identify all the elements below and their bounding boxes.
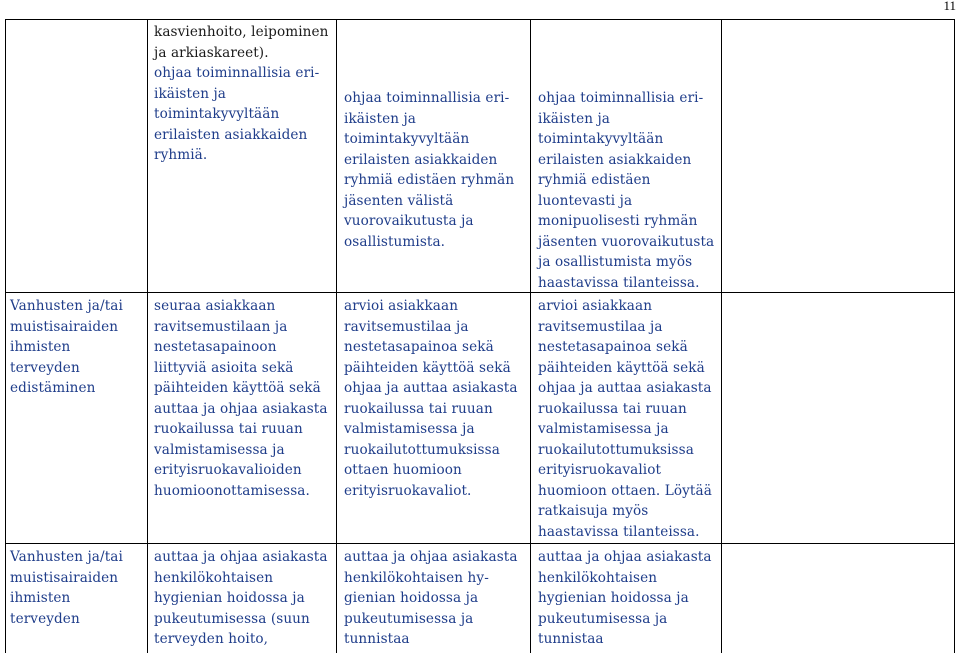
table-cell — [538, 547, 718, 650]
table-cell — [538, 296, 718, 542]
table-cell — [154, 547, 332, 650]
cell-text: ohjaa toiminnallisia eri-ikäisten ja toimintakyvyltään erilaisten asiakkaiden ryhmiä. — [154, 65, 320, 163]
table-border-right — [954, 19, 955, 653]
table-cell — [154, 22, 332, 166]
cell-text: auttaa ja ohjaa asiakasta henkilökohtaisen hygienian hoidossa ja pukeutumisessa (suun terveyden hoito, — [154, 549, 328, 647]
table-cell — [344, 547, 526, 650]
cell-text: auttaa ja ohjaa asiakasta henkilökohtaisen hygienian hoidossa ja pukeutumisessa ja tunnistaa — [538, 549, 712, 647]
table-cell-heading — [10, 296, 144, 399]
cell-text: seuraa asiakkaan ravitsemustilaan ja nestetasapainoon liittyviä asioita sekä päihteiden käyttöä sekä auttaa ja ohjaa asiakasta ruokailussa tai ruuan valmistamisessa ja erityisruokavalioiden huomioonottamisessa. — [154, 298, 328, 499]
cell-text: auttaa ja ohjaa asiakasta henkilökohtaisen hy-gienian hoidossa ja pukeutumisessa ja tunnistaa — [344, 549, 518, 647]
cell-text: ohjaa toiminnallisia eri-ikäisten ja toimintakyvyltään erilaisten asiakkaiden ryhmiä edistäen ryhmän jäsenten välistä vuorovaikutusta ja osallistumista. — [344, 90, 515, 250]
table-cell — [344, 88, 526, 252]
table-cell — [154, 296, 332, 501]
column-divider — [147, 19, 148, 653]
cell-text: ohjaa toiminnallisia eri-ikäisten ja toimintakyvyltään erilaisten asiakkaiden ryhmiä edistäen luontevasti ja monipuolisesti ryhmän jäsenten vuorovaikutusta ja osallistumista myös haastavissa tilanteissa. — [538, 90, 715, 291]
column-divider — [530, 19, 531, 653]
table-cell-heading — [10, 547, 144, 629]
row-divider — [5, 292, 955, 293]
cell-text: arvioi asiakkaan ravitsemustilaa ja nestetasapainoa sekä päihteiden käyttöä sekä ohjaa ja auttaa asiakasta ruokailussa tai ruuan valmistamisessa ja ruokailutottumuksissa ottaen huomioon erityisruokavaliot. — [344, 298, 518, 499]
cell-text: Vanhusten ja/tai muistisairaiden ihmisten terveyden edistäminen — [10, 298, 123, 396]
cell-text: Vanhusten ja/tai muistisairaiden ihmisten terveyden — [10, 549, 123, 627]
table-border-top — [5, 19, 955, 20]
table-cell — [344, 296, 526, 501]
column-divider — [721, 19, 722, 653]
cell-text: kasvienhoito, leipominen ja arkiaskareet). — [154, 24, 329, 61]
row-divider — [5, 543, 955, 544]
table-cell — [538, 88, 718, 293]
table-border-left — [5, 19, 6, 653]
page-number: 11 — [943, 0, 956, 13]
cell-text: arvioi asiakkaan ravitsemustilaa ja nestetasapainoa sekä päihteiden käyttöä sekä ohjaa ja auttaa asiakasta ruokailussa tai ruuan valmistamisessa ja ruokailutottumuksissa erityisruokavaliot huomioon ottaen. Löytää ratkaisuja myös haastavissa tilanteissa. — [538, 298, 712, 540]
column-divider — [336, 19, 337, 653]
